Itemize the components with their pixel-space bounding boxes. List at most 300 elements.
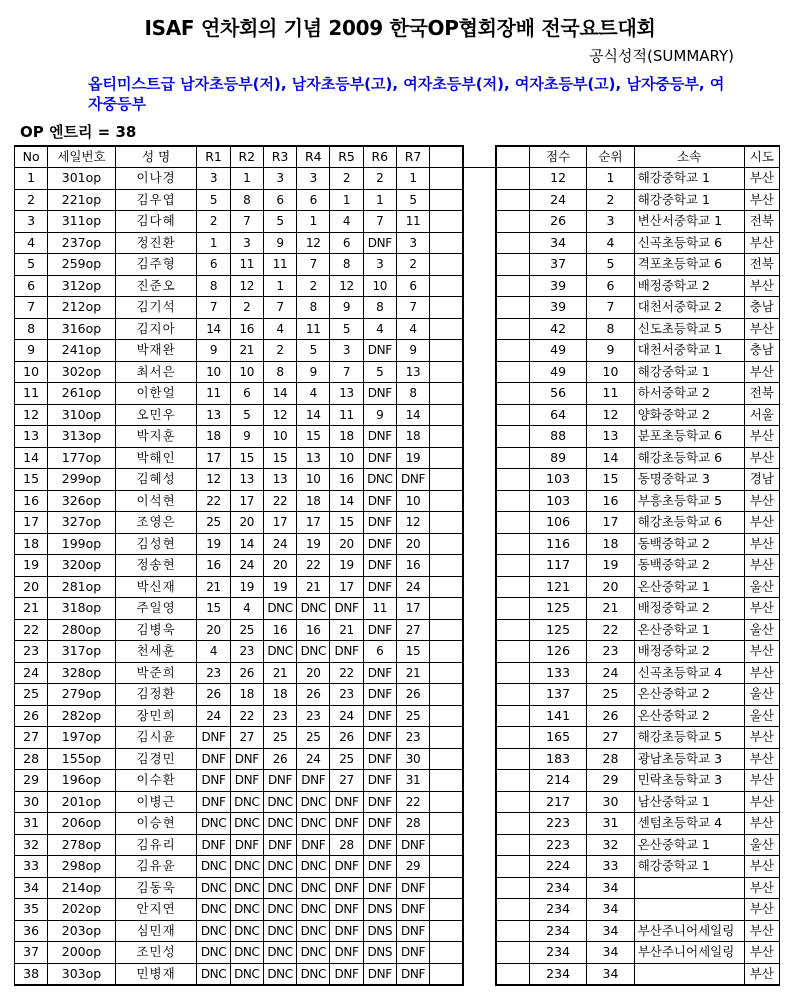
cell-blank-1	[430, 770, 463, 792]
cell-r3: DNC	[263, 856, 296, 878]
cell-region: 부산	[744, 426, 779, 448]
cell-region: 부산	[744, 813, 779, 835]
cell-r6: DNF	[363, 576, 396, 598]
cell-blank-2	[496, 942, 529, 964]
cell-affiliation: 부산주니어세일링	[634, 942, 744, 964]
cell-region: 부산	[744, 877, 779, 899]
cell-r7: DNF	[396, 920, 429, 942]
cell-sail-number: 201op	[48, 791, 116, 813]
table-row	[15, 447, 780, 469]
cell-r2: 14	[230, 533, 263, 555]
cell-region: 부산	[744, 598, 779, 620]
cell-r7: 17	[396, 598, 429, 620]
cell-blank-1	[430, 641, 463, 663]
cell-r5: 16	[330, 469, 363, 491]
cell-no: 1	[15, 168, 48, 190]
cell-sail-number: 279op	[48, 684, 116, 706]
cell-r1: 3	[197, 168, 230, 190]
cell-r4: DNC	[297, 963, 330, 985]
cell-r7: 31	[396, 770, 429, 792]
cell-r4: 24	[297, 748, 330, 770]
cell-gap	[463, 705, 496, 727]
cell-points: 223	[529, 834, 586, 856]
cell-points: 126	[529, 641, 586, 663]
cell-no: 29	[15, 770, 48, 792]
cell-region: 부산	[744, 899, 779, 921]
page-title: ISAF 연차회의 기념 2009 한국OP협회장배 전국요트대회	[144, 16, 656, 40]
cell-r1: 4	[197, 641, 230, 663]
cell-no: 34	[15, 877, 48, 899]
cell-r7: 19	[396, 447, 429, 469]
cell-r5: DNF	[330, 942, 363, 964]
cell-sail-number: 298op	[48, 856, 116, 878]
cell-rank: 21	[587, 598, 634, 620]
cell-r6: 2	[363, 168, 396, 190]
cell-no: 21	[15, 598, 48, 620]
cell-no: 11	[15, 383, 48, 405]
cell-blank-1	[430, 662, 463, 684]
cell-r2: 23	[230, 641, 263, 663]
table-row	[15, 275, 780, 297]
cell-r1: 5	[197, 189, 230, 211]
cell-no: 32	[15, 834, 48, 856]
cell-affiliation: 양화중학교 2	[634, 404, 744, 426]
cell-r4: DNC	[297, 791, 330, 813]
cell-no: 6	[15, 275, 48, 297]
header-r7: R7	[396, 146, 429, 168]
cell-rank: 34	[587, 920, 634, 942]
cell-blank-2	[496, 168, 529, 190]
cell-r2: 24	[230, 555, 263, 577]
cell-r1: 10	[197, 361, 230, 383]
cell-region: 울산	[744, 705, 779, 727]
table-row	[15, 684, 780, 706]
header-sail-number: 세일번호	[48, 146, 116, 168]
cell-r2: 3	[230, 232, 263, 254]
cell-blank-2	[496, 447, 529, 469]
table-row	[15, 189, 780, 211]
cell-region: 부산	[744, 963, 779, 985]
cell-r4: 16	[297, 619, 330, 641]
cell-r5: DNF	[330, 920, 363, 942]
cell-r4: DNC	[297, 813, 330, 835]
cell-name: 김지아	[115, 318, 197, 340]
cell-r4: 1	[297, 211, 330, 233]
cell-points: 49	[529, 340, 586, 362]
cell-sail-number: 203op	[48, 920, 116, 942]
cell-blank-1	[430, 361, 463, 383]
cell-rank: 27	[587, 727, 634, 749]
cell-r4: 17	[297, 512, 330, 534]
cell-blank-2	[496, 404, 529, 426]
cell-sail-number: 202op	[48, 899, 116, 921]
cell-r1: DNF	[197, 834, 230, 856]
cell-points: 116	[529, 533, 586, 555]
cell-rank: 32	[587, 834, 634, 856]
cell-r1: 20	[197, 619, 230, 641]
cell-r4: 20	[297, 662, 330, 684]
cell-gap	[463, 232, 496, 254]
cell-gap	[463, 877, 496, 899]
cell-sail-number: 241op	[48, 340, 116, 362]
cell-blank-1	[430, 727, 463, 749]
cell-blank-2	[496, 748, 529, 770]
cell-affiliation	[634, 963, 744, 985]
cell-sail-number: 318op	[48, 598, 116, 620]
cell-name: 김정환	[115, 684, 197, 706]
cell-r7: 25	[396, 705, 429, 727]
cell-rank: 19	[587, 555, 634, 577]
cell-r1: 18	[197, 426, 230, 448]
cell-affiliation: 해강중학교 1	[634, 189, 744, 211]
cell-r3: DNC	[263, 791, 296, 813]
table-row	[15, 340, 780, 362]
cell-r6: 4	[363, 318, 396, 340]
cell-r7: 18	[396, 426, 429, 448]
cell-r6: DNF	[363, 963, 396, 985]
cell-rank: 29	[587, 770, 634, 792]
cell-affiliation: 해강중학교 1	[634, 168, 744, 190]
cell-r1: DNF	[197, 727, 230, 749]
cell-rank: 16	[587, 490, 634, 512]
cell-blank-2	[496, 684, 529, 706]
cell-blank-2	[496, 856, 529, 878]
cell-r2: 4	[230, 598, 263, 620]
header-points: 점수	[529, 146, 586, 168]
cell-blank-1	[430, 490, 463, 512]
cell-rank: 15	[587, 469, 634, 491]
cell-r1: DNC	[197, 856, 230, 878]
cell-r7: 24	[396, 576, 429, 598]
cell-r2: DNF	[230, 770, 263, 792]
cell-blank-1	[430, 297, 463, 319]
cell-blank-1	[430, 275, 463, 297]
cell-r1: 21	[197, 576, 230, 598]
cell-sail-number: 301op	[48, 168, 116, 190]
cell-gap	[463, 404, 496, 426]
cell-blank-2	[496, 813, 529, 835]
cell-region: 부산	[744, 232, 779, 254]
cell-points: 26	[529, 211, 586, 233]
cell-sail-number: 278op	[48, 834, 116, 856]
cell-points: 103	[529, 490, 586, 512]
table-row	[15, 318, 780, 340]
cell-no: 27	[15, 727, 48, 749]
cell-affiliation: 분포초등학교 6	[634, 426, 744, 448]
table-row	[15, 232, 780, 254]
cell-r6: 1	[363, 189, 396, 211]
cell-r6: 5	[363, 361, 396, 383]
cell-affiliation: 해강초등학교 6	[634, 447, 744, 469]
cell-rank: 30	[587, 791, 634, 813]
cell-r2: 17	[230, 490, 263, 512]
cell-r5: 22	[330, 662, 363, 684]
cell-r2: 2	[230, 297, 263, 319]
cell-r3: DNF	[263, 770, 296, 792]
cell-r4: 23	[297, 705, 330, 727]
cell-sail-number: 312op	[48, 275, 116, 297]
cell-r4: 12	[297, 232, 330, 254]
cell-region: 부산	[744, 447, 779, 469]
header-no: No	[15, 146, 48, 168]
cell-blank-2	[496, 189, 529, 211]
cell-r3: 7	[263, 297, 296, 319]
table-row	[15, 490, 780, 512]
cell-affiliation: 해강초등학교 5	[634, 727, 744, 749]
cell-blank-2	[496, 705, 529, 727]
cell-blank-2	[496, 770, 529, 792]
cell-affiliation: 동백중학교 2	[634, 533, 744, 555]
cell-r5: 4	[330, 211, 363, 233]
results-table	[14, 145, 780, 986]
cell-no: 23	[15, 641, 48, 663]
cell-r2: 18	[230, 684, 263, 706]
cell-no: 3	[15, 211, 48, 233]
cell-r7: 9	[396, 340, 429, 362]
cell-rank: 17	[587, 512, 634, 534]
cell-blank-1	[430, 834, 463, 856]
cell-gap	[463, 748, 496, 770]
cell-name: 김시윤	[115, 727, 197, 749]
cell-name: 이석현	[115, 490, 197, 512]
cell-no: 13	[15, 426, 48, 448]
cell-r2: 8	[230, 189, 263, 211]
cell-gap	[463, 168, 496, 190]
cell-region: 울산	[744, 834, 779, 856]
cell-r7: DNF	[396, 963, 429, 985]
cell-rank: 26	[587, 705, 634, 727]
cell-r1: 11	[197, 383, 230, 405]
cell-gap	[463, 920, 496, 942]
cell-r5: 3	[330, 340, 363, 362]
cell-r2: DNC	[230, 963, 263, 985]
cell-r4: DNC	[297, 598, 330, 620]
cell-r2: 9	[230, 426, 263, 448]
cell-blank-1	[430, 383, 463, 405]
cell-affiliation: 신곡초등학교 4	[634, 662, 744, 684]
cell-region: 부산	[744, 748, 779, 770]
cell-rank: 22	[587, 619, 634, 641]
cell-blank-1	[430, 598, 463, 620]
cell-r5: 17	[330, 576, 363, 598]
cell-r6: 9	[363, 404, 396, 426]
cell-affiliation: 광남초등학교 3	[634, 748, 744, 770]
cell-name: 김다혜	[115, 211, 197, 233]
cell-blank-1	[430, 533, 463, 555]
cell-r4: 7	[297, 254, 330, 276]
cell-sail-number: 313op	[48, 426, 116, 448]
cell-r6: DNF	[363, 426, 396, 448]
cell-r7: 30	[396, 748, 429, 770]
cell-r3: 11	[263, 254, 296, 276]
cell-blank-1	[430, 404, 463, 426]
table-header-row	[15, 146, 780, 168]
cell-gap	[463, 189, 496, 211]
cell-region: 부산	[744, 533, 779, 555]
cell-r7: 23	[396, 727, 429, 749]
cell-blank-2	[496, 211, 529, 233]
cell-r7: 22	[396, 791, 429, 813]
cell-name: 이병근	[115, 791, 197, 813]
cell-r1: 8	[197, 275, 230, 297]
cell-no: 12	[15, 404, 48, 426]
cell-blank-2	[496, 490, 529, 512]
cell-affiliation: 하서중학교 2	[634, 383, 744, 405]
cell-points: 234	[529, 899, 586, 921]
cell-region: 부산	[744, 555, 779, 577]
cell-r3: DNC	[263, 877, 296, 899]
cell-r6: 6	[363, 641, 396, 663]
cell-blank-2	[496, 533, 529, 555]
cell-r7: 20	[396, 533, 429, 555]
cell-name: 천세훈	[115, 641, 197, 663]
cell-gap	[463, 447, 496, 469]
cell-r3: 26	[263, 748, 296, 770]
cell-r2: DNC	[230, 856, 263, 878]
cell-r3: 16	[263, 619, 296, 641]
cell-r2: DNF	[230, 834, 263, 856]
cell-r6: DNF	[363, 447, 396, 469]
cell-name: 박해인	[115, 447, 197, 469]
cell-gap	[463, 361, 496, 383]
cell-r6: DNF	[363, 619, 396, 641]
cell-region: 울산	[744, 684, 779, 706]
cell-r5: 21	[330, 619, 363, 641]
table-row	[15, 168, 780, 190]
table-row	[15, 748, 780, 770]
cell-region: 부산	[744, 168, 779, 190]
cell-name: 이수환	[115, 770, 197, 792]
cell-r2: 25	[230, 619, 263, 641]
cell-points: 137	[529, 684, 586, 706]
cell-r6: DNF	[363, 813, 396, 835]
table-row	[15, 727, 780, 749]
cell-points: 234	[529, 920, 586, 942]
cell-region: 충남	[744, 297, 779, 319]
cell-name: 정진환	[115, 232, 197, 254]
cell-r7: 14	[396, 404, 429, 426]
cell-sail-number: 214op	[48, 877, 116, 899]
cell-blank-1	[430, 340, 463, 362]
cell-r3: 17	[263, 512, 296, 534]
cell-r7: 15	[396, 641, 429, 663]
cell-rank: 14	[587, 447, 634, 469]
cell-region: 서울	[744, 404, 779, 426]
cell-blank-2	[496, 232, 529, 254]
entry-count: OP 엔트리 = 38	[20, 123, 137, 141]
cell-r5: DNF	[330, 813, 363, 835]
cell-r3: 19	[263, 576, 296, 598]
cell-r2: 5	[230, 404, 263, 426]
cell-gap	[463, 275, 496, 297]
cell-r3: 25	[263, 727, 296, 749]
cell-region: 울산	[744, 619, 779, 641]
header-r1: R1	[197, 146, 230, 168]
cell-blank-1	[430, 791, 463, 813]
cell-no: 26	[15, 705, 48, 727]
cell-affiliation: 동명중학교 3	[634, 469, 744, 491]
cell-r6: 11	[363, 598, 396, 620]
cell-r6: DNF	[363, 791, 396, 813]
table-row	[15, 404, 780, 426]
cell-r2: 27	[230, 727, 263, 749]
cell-r4: 14	[297, 404, 330, 426]
table-row	[15, 641, 780, 663]
cell-r3: 21	[263, 662, 296, 684]
cell-gap	[463, 834, 496, 856]
cell-blank-1	[430, 232, 463, 254]
cell-blank-1	[430, 619, 463, 641]
cell-r3: 14	[263, 383, 296, 405]
cell-affiliation: 온산중학교 1	[634, 834, 744, 856]
cell-affiliation: 온산중학교 2	[634, 684, 744, 706]
cell-points: 106	[529, 512, 586, 534]
cell-blank-1	[430, 920, 463, 942]
cell-r3: 3	[263, 168, 296, 190]
cell-sail-number: 177op	[48, 447, 116, 469]
cell-rank: 9	[587, 340, 634, 362]
cell-affiliation: 센텀초등학교 4	[634, 813, 744, 835]
cell-r5: DNF	[330, 856, 363, 878]
cell-no: 8	[15, 318, 48, 340]
cell-no: 19	[15, 555, 48, 577]
cell-rank: 8	[587, 318, 634, 340]
cell-r7: 7	[396, 297, 429, 319]
cell-points: 24	[529, 189, 586, 211]
cell-no: 7	[15, 297, 48, 319]
cell-blank-2	[496, 361, 529, 383]
cell-r6: DNF	[363, 555, 396, 577]
cell-blank-2	[496, 318, 529, 340]
cell-r7: DNF	[396, 469, 429, 491]
cell-r4: 15	[297, 426, 330, 448]
cell-r5: 14	[330, 490, 363, 512]
cell-affiliation: 신도초등학교 5	[634, 318, 744, 340]
cell-r3: 8	[263, 361, 296, 383]
cell-sail-number: 221op	[48, 189, 116, 211]
cell-r5: 8	[330, 254, 363, 276]
cell-no: 2	[15, 189, 48, 211]
table-row	[15, 297, 780, 319]
cell-sail-number: 302op	[48, 361, 116, 383]
cell-points: 117	[529, 555, 586, 577]
table-row	[15, 899, 780, 921]
cell-points: 56	[529, 383, 586, 405]
cell-blank-1	[430, 168, 463, 190]
cell-region: 부산	[744, 770, 779, 792]
table-row	[15, 383, 780, 405]
cell-blank-2	[496, 383, 529, 405]
cell-sail-number: 327op	[48, 512, 116, 534]
cell-blank-1	[430, 942, 463, 964]
cell-rank: 4	[587, 232, 634, 254]
cell-r2: DNC	[230, 899, 263, 921]
cell-blank-1	[430, 813, 463, 835]
cell-name: 이승현	[115, 813, 197, 835]
cell-gap	[463, 963, 496, 985]
cell-r3: 20	[263, 555, 296, 577]
cell-r6: DNF	[363, 383, 396, 405]
cell-r5: 25	[330, 748, 363, 770]
cell-rank: 28	[587, 748, 634, 770]
cell-sail-number: 199op	[48, 533, 116, 555]
cell-r5: DNF	[330, 877, 363, 899]
cell-affiliation: 해강중학교 1	[634, 361, 744, 383]
cell-affiliation: 배정중학교 2	[634, 598, 744, 620]
cell-r6: DNF	[363, 748, 396, 770]
cell-blank-1	[430, 877, 463, 899]
cell-r3: DNC	[263, 598, 296, 620]
